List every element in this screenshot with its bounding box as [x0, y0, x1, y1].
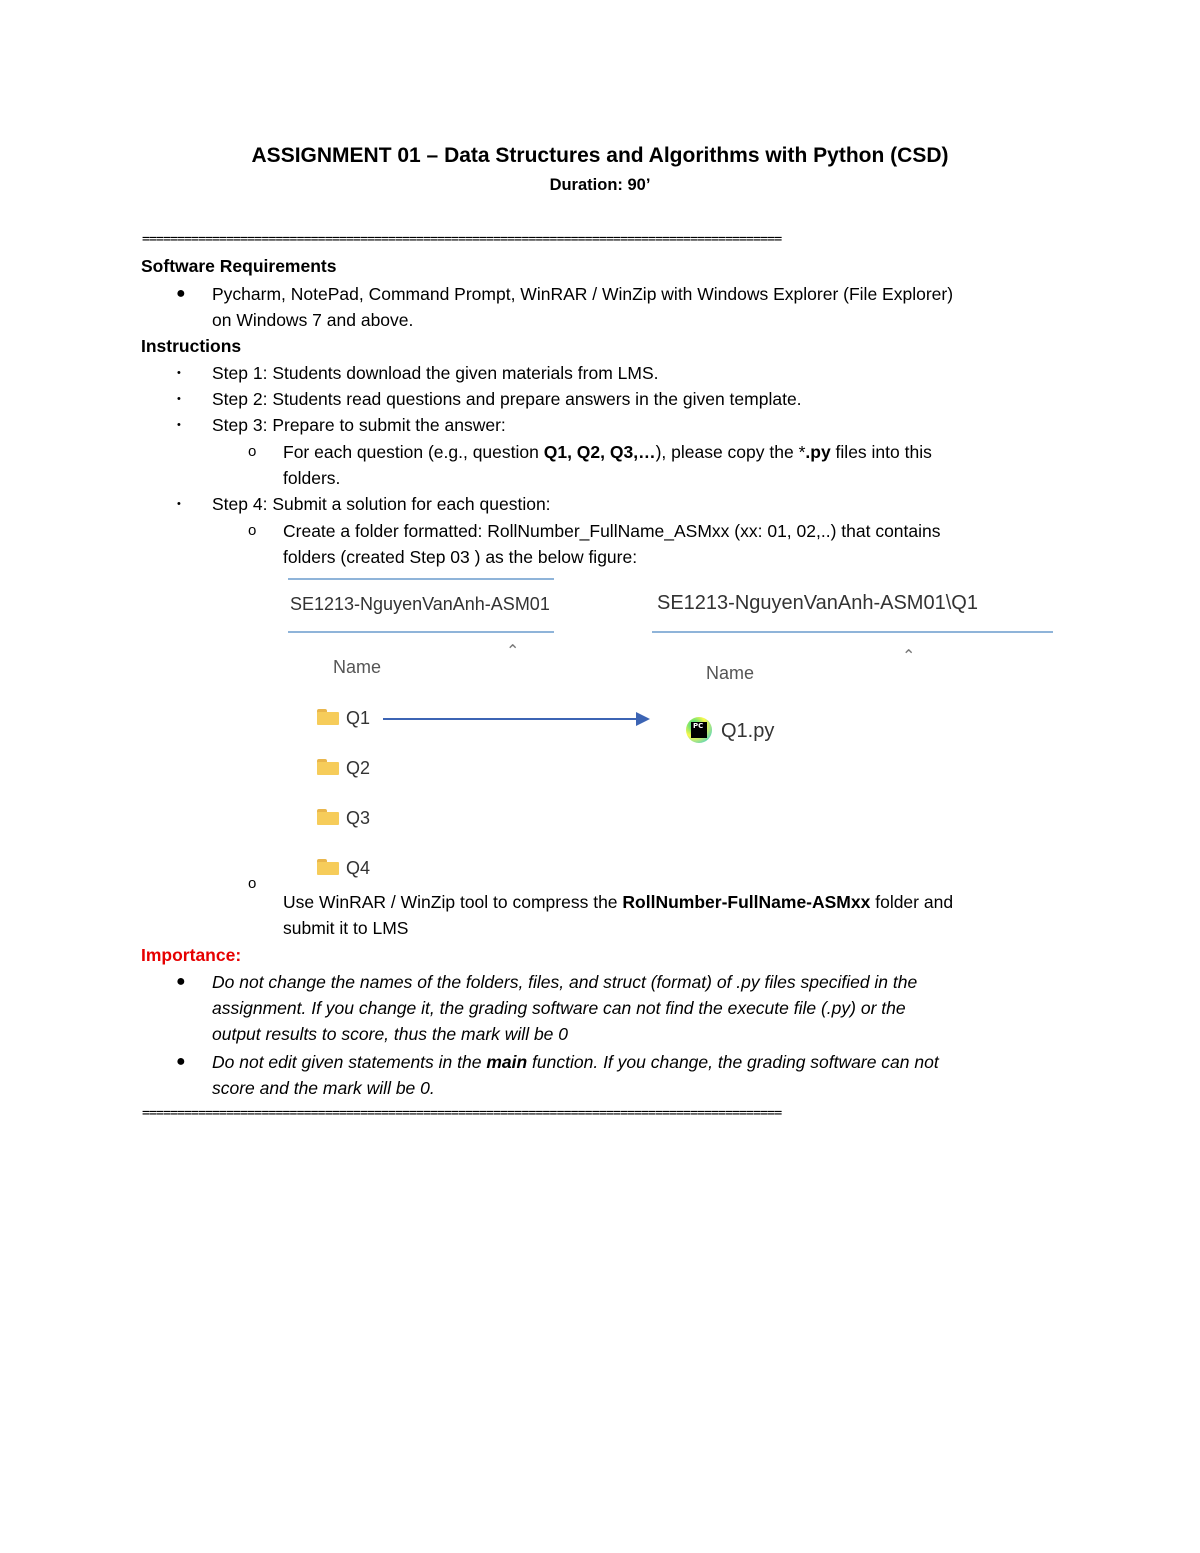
folder-icon [317, 859, 339, 875]
step2-text: Step 2: Students read questions and prepare answers in the given template. [212, 389, 802, 409]
bullet-dot: ● [176, 973, 186, 990]
importance-item2-line2: score and the mark will be 0. [212, 1078, 435, 1098]
importance-item1-line2: assignment. If you change it, the grading software can not find the execute file (.py) or the [212, 998, 906, 1018]
sort-chevron-icon: ⌃ [902, 648, 916, 665]
bullet-dot: • [177, 498, 181, 510]
step3-sub-line2: folders. [283, 468, 341, 488]
folder-q3: Q3 [346, 808, 371, 828]
address-bar-rule-top [288, 578, 554, 580]
folder-icon [317, 709, 339, 725]
document-title: ASSIGNMENT 01 – Data Structures and Algorithms with Python (CSD) [251, 144, 949, 167]
folder-q4: Q4 [346, 858, 371, 878]
address-bar-rule-bottom [288, 631, 554, 633]
sub-bullet-o: o [248, 875, 257, 892]
importance-item1-line1: Do not change the names of the folders, files, and struct (format) of .py files specified in the [212, 972, 918, 992]
arrow-line [383, 718, 639, 720]
bullet-dot: • [177, 419, 181, 431]
duration-label: Duration: 90’ [549, 176, 651, 194]
importance-item1-line3: output results to score, thus the mark will be 0 [212, 1024, 568, 1044]
folder-q1: Q1 [346, 708, 371, 728]
file-q1-py: Q1.py [721, 720, 775, 742]
sort-chevron-icon: ⌃ [506, 643, 520, 660]
step1-text: Step 1: Students download the given materials from LMS. [212, 363, 659, 383]
step3-sub-line1: For each question (e.g., question Q1, Q2, Q3,…), please copy the *.py files into this [283, 442, 932, 462]
software-heading: Software Requirements [141, 256, 337, 276]
software-item-line1: Pycharm, NotePad, Command Prompt, WinRAR / WinZip with Windows Explorer (File Explorer) [212, 284, 954, 304]
sub-bullet-o: o [248, 522, 257, 539]
left-name-header: Name [333, 657, 382, 677]
address-bar-rule-right [652, 631, 1053, 633]
folder-icon [317, 809, 339, 825]
step4-sub2-line1: Use WinRAR / WinZip tool to compress the RollNumber-FullName-ASMxx folder and [283, 892, 954, 912]
arrow-head-icon [636, 712, 650, 726]
step4-text: Step 4: Submit a solution for each question: [212, 494, 551, 514]
folder-q2: Q2 [346, 758, 371, 778]
folder-icon [317, 759, 339, 775]
step4-sub-line2: folders (created Step 03 ) as the below figure: [283, 547, 638, 567]
separator-bottom: =========================================================================================== [142, 1106, 782, 1121]
bullet-dot: • [177, 367, 181, 379]
step4-sub2-line2: submit it to LMS [283, 918, 409, 938]
separator-top: =========================================================================================== [142, 232, 782, 247]
importance-heading: Importance: [141, 945, 242, 965]
pycharm-icon: PC [686, 717, 712, 743]
importance-item2-line1: Do not edit given statements in the main function. If you change, the grading software can not [212, 1052, 939, 1072]
right-address-bar: SE1213-NguyenVanAnh-ASM01\Q1 [657, 592, 978, 614]
step4-sub-line1: Create a folder formatted: RollNumber_FullName_ASMxx (xx: 01, 02,..) that contains [283, 521, 941, 541]
left-address-bar: SE1213-NguyenVanAnh-ASM01 [290, 594, 550, 614]
bullet-dot: ● [176, 285, 186, 302]
software-item-line2: on Windows 7 and above. [212, 310, 414, 330]
sub-bullet-o: o [248, 443, 257, 460]
step3-text: Step 3: Prepare to submit the answer: [212, 415, 506, 435]
right-name-header: Name [706, 663, 755, 683]
instructions-heading: Instructions [141, 336, 242, 356]
bullet-dot: ● [176, 1053, 186, 1070]
bullet-dot: • [177, 393, 181, 405]
